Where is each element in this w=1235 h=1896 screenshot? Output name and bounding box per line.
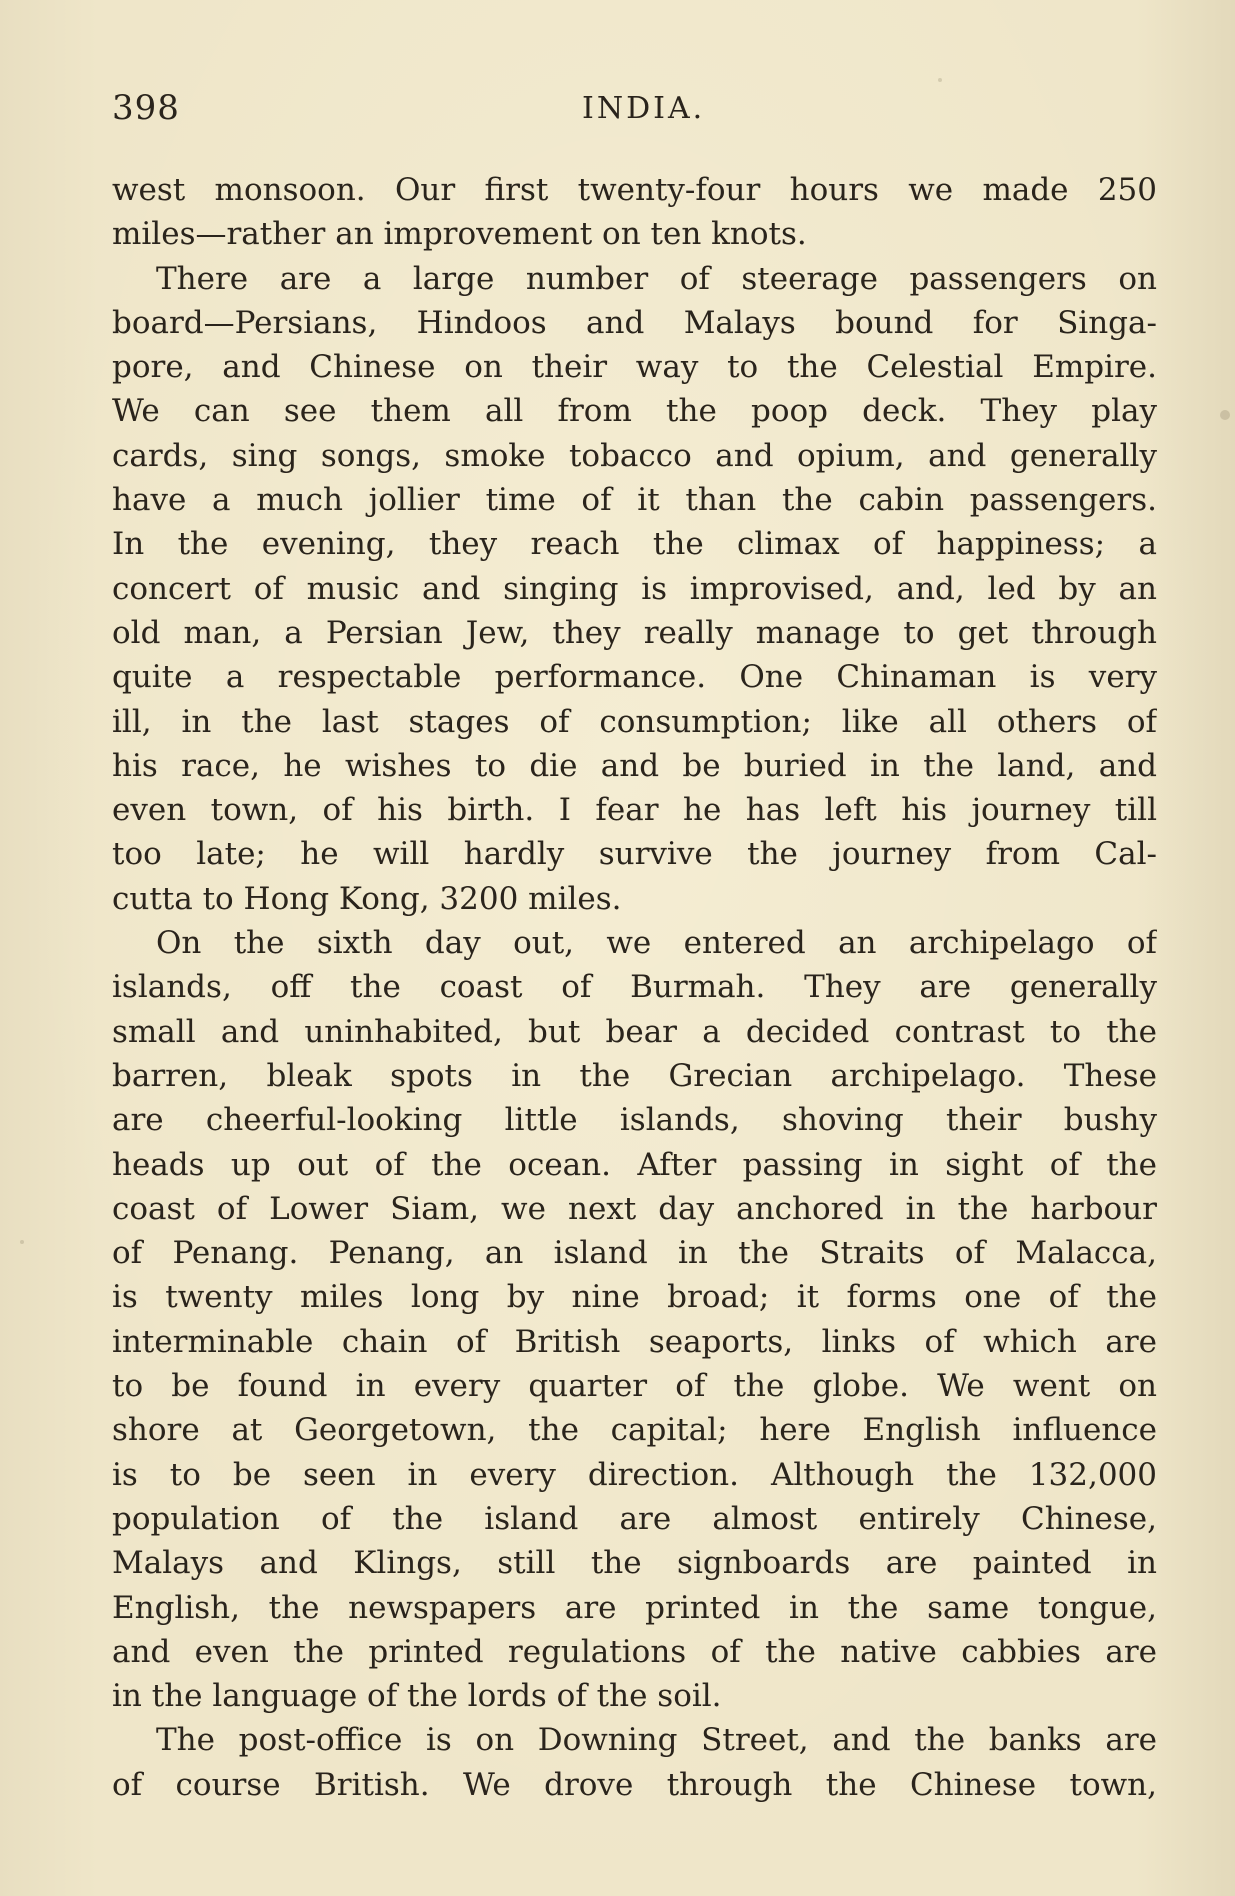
text-line: We can see them all from the poop deck. They play [112, 393, 1157, 430]
page-number: 398 [112, 88, 180, 128]
text-line: miles—rather an improvement on ten knots. [112, 216, 807, 253]
text-line: is twenty miles long by nine broad; it forms one of the [112, 1279, 1157, 1316]
text-line: old man, a Persian Jew, they really manage to get through [112, 614, 1157, 651]
text-line: English, the newspapers are printed in the same tongue, [112, 1589, 1157, 1626]
text-line: in the language of the lords of the soil. [112, 1678, 722, 1715]
ink-speck [20, 1240, 24, 1244]
text-line: On the sixth day out, we entered an archipelago of [156, 925, 1157, 962]
text-line: of Penang. Penang, an island in the Straits of Malacca, [112, 1235, 1157, 1272]
text-line: interminable chain of British seaports, links of which are [112, 1323, 1157, 1360]
text-line: his race, he wishes to die and be buried in the land, and [112, 747, 1157, 784]
running-title: INDIA. [582, 91, 706, 126]
text-line: population of the island are almost entirely Chinese, [112, 1500, 1157, 1537]
text-line: shore at Georgetown, the capital; here English influence [112, 1412, 1157, 1449]
text-line: coast of Lower Siam, we next day anchored in the harbour [112, 1190, 1157, 1227]
text-line: barren, bleak spots in the Grecian archipelago. These [112, 1057, 1157, 1094]
ink-speck [1220, 410, 1230, 420]
text-line: ill, in the last stages of consumption; like all others of [112, 703, 1157, 740]
text-line: of course British. We drove through the Chinese town, [112, 1766, 1157, 1803]
text-line: Malays and Klings, still the signboards are painted in [112, 1545, 1157, 1582]
text-line: west monsoon. Our first twenty-four hours we made 250 [112, 172, 1157, 208]
text-line: board—Persians, Hindoos and Malays bound for Singa- [112, 304, 1157, 341]
text-line: to be found in every quarter of the globe. We went on [112, 1368, 1157, 1405]
text-line: heads up out of the ocean. After passing in sight of the [112, 1146, 1157, 1183]
body-text [112, 168, 1157, 1807]
text-line: islands, off the coast of Burmah. They are generally [112, 969, 1157, 1006]
text-line: In the evening, they reach the climax of happiness; a [112, 526, 1157, 563]
ink-speck [938, 78, 942, 82]
text-line: have a much jollier time of it than the cabin passengers. [112, 482, 1157, 519]
text-line: and even the printed regulations of the native cabbies are [112, 1633, 1157, 1670]
page-header [112, 88, 1157, 138]
text-line: are cheerful-looking little islands, shoving their bushy [112, 1102, 1157, 1139]
text-line: The post-office is on Downing Street, and the banks are [156, 1722, 1157, 1759]
text-line: even town, of his birth. I fear he has left his journey till [112, 792, 1157, 829]
text-line: too late; he will hardly survive the journey from Cal- [112, 836, 1157, 873]
text-line: There are a large number of steerage passengers on [156, 260, 1157, 297]
text-line: concert of music and singing is improvised, and, led by an [112, 570, 1157, 607]
text-line: cards, sing songs, smoke tobacco and opium, and generally [112, 437, 1157, 474]
text-line: quite a respectable performance. One Chinaman is very [112, 659, 1157, 696]
text-line: pore, and Chinese on their way to the Celestial Empire. [112, 349, 1157, 386]
text-line: cutta to Hong Kong, 3200 miles. [112, 880, 622, 917]
text-line: is to be seen in every direction. Although the 132,000 [112, 1456, 1157, 1493]
text-line: small and uninhabited, but bear a decided contrast to the [112, 1013, 1157, 1050]
